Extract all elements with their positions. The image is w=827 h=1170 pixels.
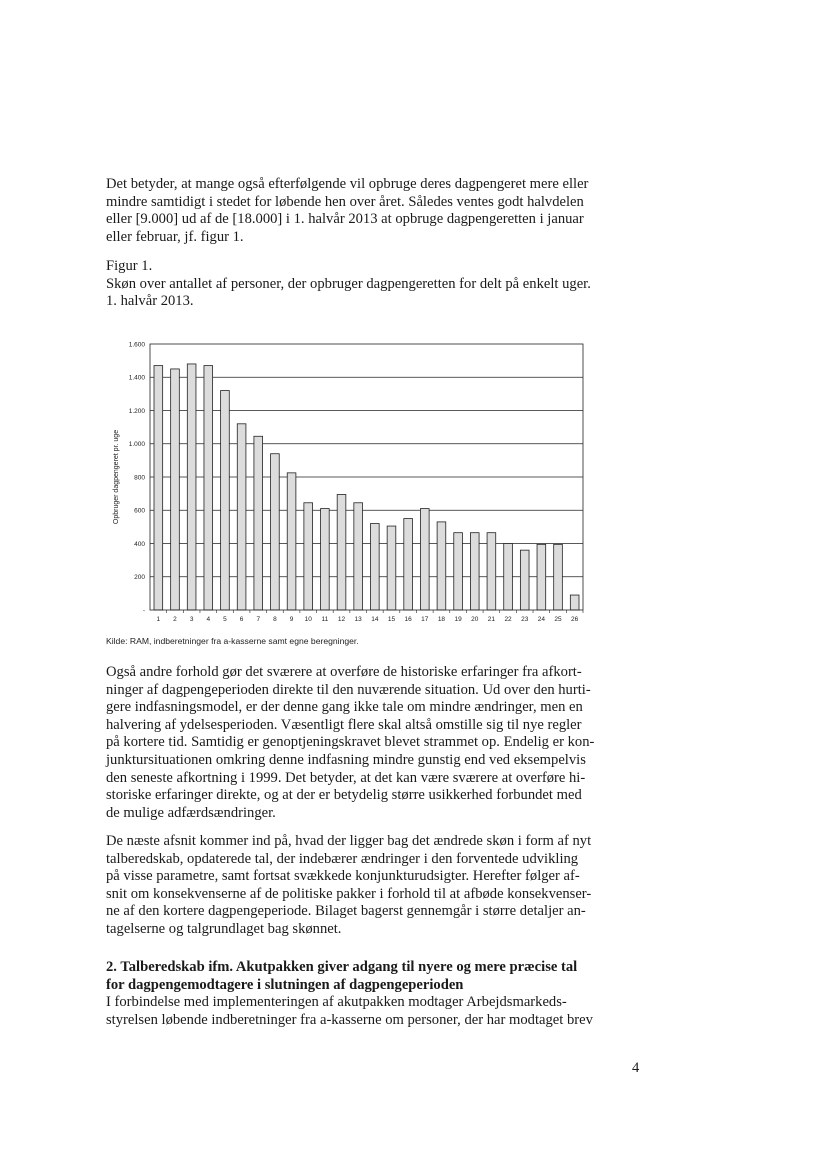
text-line: junktursituationen omkring denne indfasning mindre gunstig end ved eksempelvis — [106, 751, 586, 768]
text-line: eller [9.000] ud af de [18.000] i 1. halvår 2013 at opbruge dagpengeretten i januar — [106, 211, 584, 228]
bar — [271, 454, 280, 610]
bar — [187, 364, 196, 610]
bar — [554, 544, 563, 610]
figure-caption — [106, 258, 606, 311]
x-tick-label: 20 — [471, 616, 479, 623]
x-tick-label: 2 — [173, 616, 177, 623]
bar — [570, 595, 579, 610]
bar — [470, 533, 479, 610]
text-line: på kortere tid. Samtidig er genoptjeningskravet blevet strammet op. Endelig er kon- — [106, 734, 595, 751]
y-tick-label: 1.200 — [128, 407, 145, 415]
x-tick-label: 8 — [273, 616, 277, 623]
x-tick-label: 19 — [454, 616, 462, 623]
bar — [237, 424, 246, 610]
text-line: De næste afsnit kommer ind på, hvad der ligger bag det ændrede skøn i form af nyt — [106, 833, 592, 849]
y-tick-label: 800 — [134, 474, 145, 482]
page-number: 4 — [632, 1060, 640, 1076]
figure-label: Figur 1. — [106, 258, 153, 274]
y-tick-label: 1.400 — [128, 374, 145, 382]
x-tick-label: 9 — [289, 616, 294, 623]
text-line: snit om konsekvenserne af de politiske pakker i forhold til at afbøde konsekvenser- — [106, 885, 592, 902]
x-tick-label: 13 — [354, 616, 362, 623]
figure-caption-line: 1. halvår 2013. — [106, 293, 194, 310]
x-tick-label: 5 — [223, 616, 227, 623]
y-tick-label: 1.600 — [128, 341, 145, 349]
bar — [287, 473, 296, 610]
x-tick-label: 17 — [421, 616, 429, 623]
bar — [504, 544, 513, 611]
x-tick-label: 16 — [404, 616, 412, 623]
x-tick-label: 14 — [371, 616, 379, 623]
paragraph-3 — [106, 833, 606, 939]
y-tick-label: 1.000 — [128, 441, 145, 449]
bar — [370, 524, 379, 610]
paragraph-intro — [106, 176, 606, 246]
x-tick-label: 7 — [256, 616, 261, 623]
text-line: den seneste afkortning i 1999. Det betyder, at det kan være sværere at overføre hi- — [106, 769, 586, 786]
text-line: Også andre forhold gør det sværere at overføre de historiske erfaringer fra afkort- — [106, 664, 582, 680]
x-tick-label: 22 — [504, 616, 512, 623]
section-heading — [106, 959, 606, 994]
bar — [221, 391, 230, 610]
x-tick-label: 6 — [239, 616, 244, 623]
gridlines — [150, 377, 583, 577]
text-line: eller februar, jf. figur 1. — [106, 228, 244, 245]
x-tick-label: 18 — [437, 616, 446, 623]
bar — [304, 503, 313, 610]
x-tick-label: 26 — [571, 616, 579, 623]
bar-chart — [106, 338, 596, 638]
text-line: på visse parametre, samt fortsat svækkede konjunkturudsigter. Herefter følger af- — [106, 868, 580, 885]
text-line: I forbindelse med implementeringen af akutpakken modtager Arbejdsmarkeds- — [106, 994, 567, 1010]
y-tick-label: 200 — [134, 574, 145, 582]
x-tick-label: 24 — [537, 616, 545, 623]
x-tick-label: 3 — [189, 616, 194, 623]
x-tick-label: 10 — [304, 616, 312, 623]
text-line: tagelserne og talgrundlaget bag skønnet. — [106, 920, 342, 937]
bar — [520, 550, 529, 610]
bar — [454, 533, 463, 610]
x-tick-label: 25 — [554, 616, 562, 623]
x-tick-label: 11 — [321, 616, 329, 623]
y-tick-label: 600 — [134, 507, 145, 515]
text-line: de mulige adfærdsændringer. — [106, 804, 276, 821]
x-tick-label: 4 — [206, 616, 211, 623]
figure-bar-chart — [106, 338, 596, 650]
bar — [254, 436, 263, 610]
text-line: mindre samtidigt i stedet for løbende hen over året. Således ventes godt halvdelen — [106, 193, 584, 210]
bar — [204, 366, 213, 610]
bar — [537, 544, 546, 610]
text-line: ninger af dagpengeperioden direkte til den nuværende situation. Ud over den hurti- — [106, 681, 591, 698]
text-line: talberedskab, opdaterede tal, der indebærer ændringer i den forventede udvikling — [106, 850, 579, 867]
x-tick-label: 1 — [156, 616, 161, 623]
x-tick-label: 21 — [487, 616, 496, 623]
figure-caption-line: Skøn over antallet af personer, der opbruger dagpengeretten for delt på enkelt uger. — [106, 275, 591, 292]
bar — [387, 526, 396, 610]
heading-line: 2. Talberedskab ifm. Akutpakken giver adgang til nyere og mere præcise tal — [106, 959, 578, 975]
y-tick-label: 400 — [134, 540, 145, 548]
figure-source: Kilde: RAM, indberetninger fra a-kasserne samt egne beregninger. — [106, 636, 359, 646]
x-tick-label: 12 — [337, 616, 346, 623]
bar — [154, 366, 163, 610]
x-tick-label: 23 — [521, 616, 529, 623]
text-line: gere indfasningsmodel, er der denne gang ikke tale om mindre ændringer, men en — [106, 699, 583, 716]
text-line: halvering af ydelsesperioden. Væsentligt flere skal altså omstille sig til nye regler — [106, 716, 582, 733]
heading-line: for dagpengemodtagere i slutningen af dagpengeperioden — [106, 976, 464, 993]
text-line: Det betyder, at mange også efterfølgende vil opbruge deres dagpengeret mere eller — [106, 176, 589, 192]
text-line: styrelsen løbende indberetninger fra a-kasserne om personer, der har modtaget brev — [106, 1011, 593, 1028]
bar — [420, 509, 429, 610]
paragraph-2 — [106, 664, 606, 822]
y-axis-label: Opbruger dagpengeret pr. uge — [113, 429, 120, 525]
bar — [487, 533, 496, 610]
x-tick-label: 15 — [387, 616, 396, 623]
bar — [171, 369, 180, 610]
paragraph-4 — [106, 994, 606, 1029]
text-line: ne af den kortere dagpengeperiode. Bilaget bagerst gennemgår i større detaljer an- — [106, 903, 586, 920]
bars — [154, 364, 579, 610]
bar — [321, 509, 330, 610]
bar — [404, 519, 413, 610]
y-tick-label: - — [142, 607, 145, 615]
bar — [354, 503, 363, 610]
text-line: storiske erfaringer direkte, og at der er betydelig større usikkerhed forbundet med — [106, 787, 582, 804]
bar — [337, 494, 346, 610]
bar — [437, 522, 446, 610]
